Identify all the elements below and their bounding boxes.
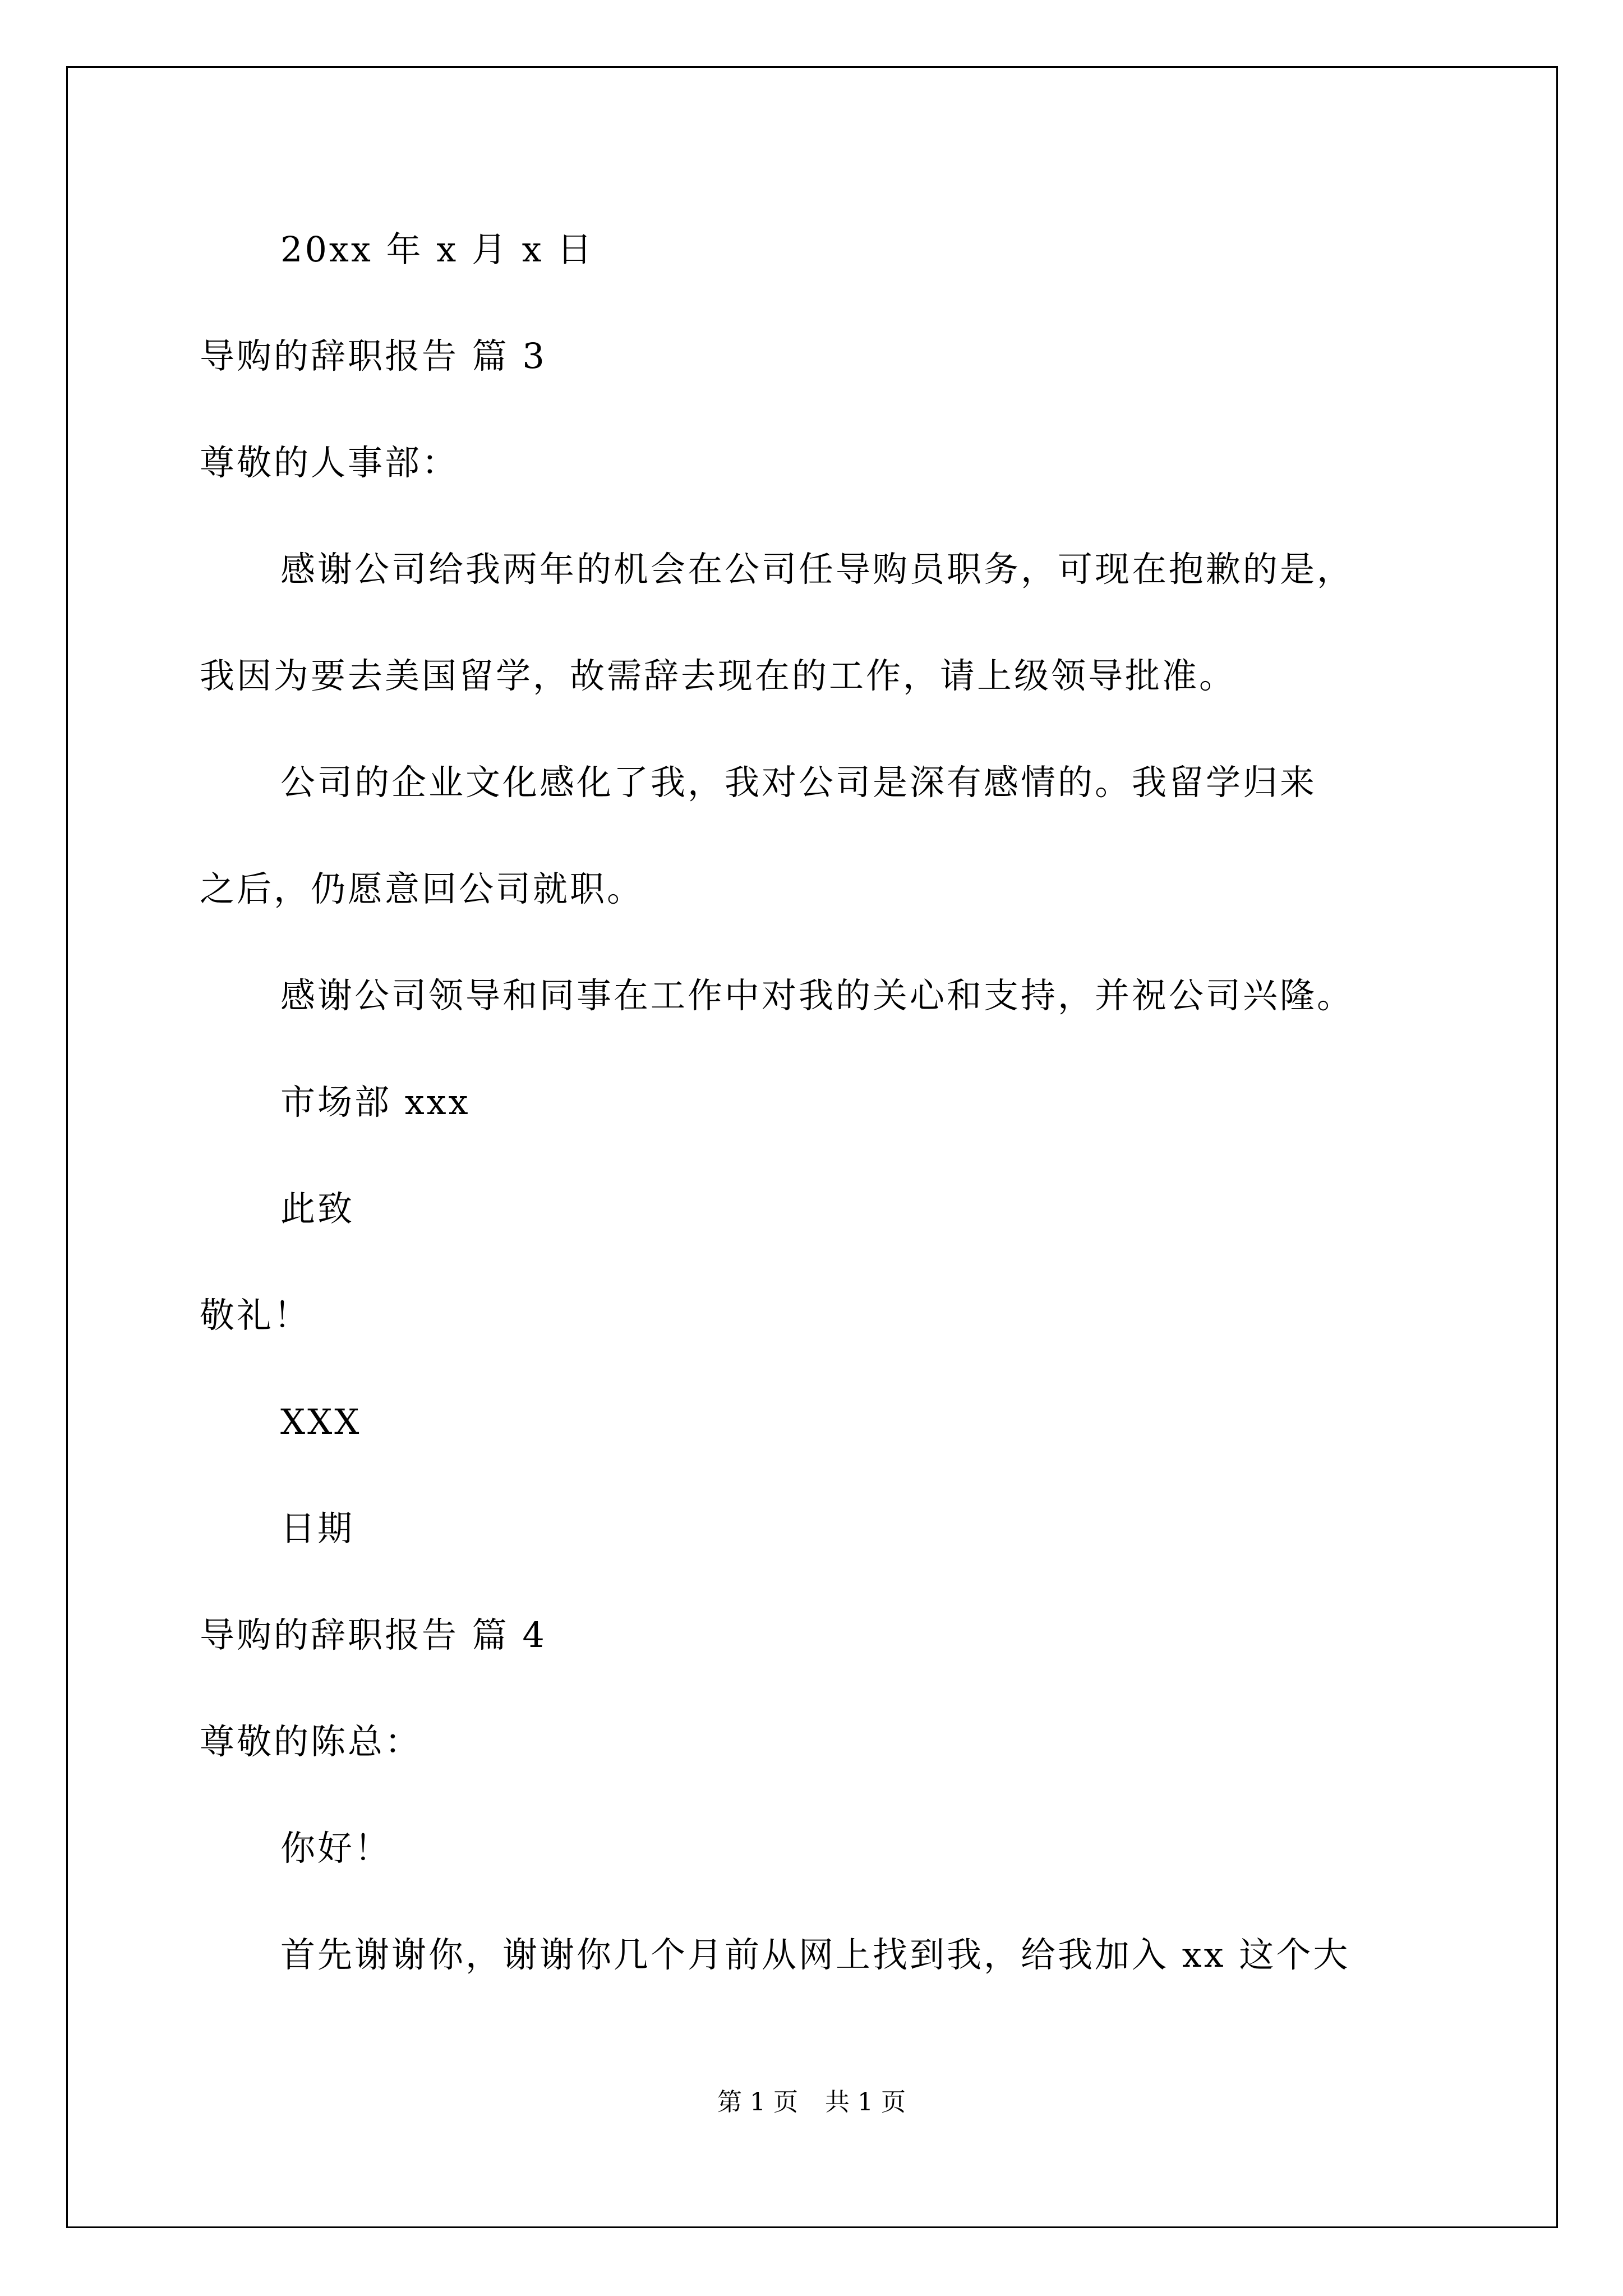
signature-name: XXX <box>280 1401 362 1442</box>
closing-regards: 敬礼！ <box>200 1295 311 1336</box>
paragraph-line: 感谢公司给我两年的机会在公司任导购员职务，可现在抱歉的是， <box>280 549 1354 590</box>
page-number-current: 第 1 页 <box>717 2088 798 2116</box>
paragraph-line: 首先谢谢你，谢谢你几个月前从网上找到我，给我加入 xx 这个大 <box>280 1934 1350 1975</box>
closing-line: 此致 <box>280 1188 355 1229</box>
paragraph-line: 公司的企业文化感化了我，我对公司是深有感情的。我留学归来 <box>280 762 1317 803</box>
greeting-line: 你好！ <box>280 1828 392 1869</box>
page-number-total: 共 1 页 <box>825 2088 906 2116</box>
signature-department: 市场部 xxx <box>280 1082 471 1122</box>
salutation-hr: 尊敬的人事部： <box>200 442 459 483</box>
section-heading-3: 导购的辞职报告 篇 3 <box>200 335 547 376</box>
page-footer <box>0 2086 1623 2119</box>
paragraph-line: 之后，仍愿意回公司就职。 <box>200 868 644 909</box>
paragraph-line: 感谢公司领导和同事在工作中对我的关心和支持，并祝公司兴隆。 <box>280 975 1354 1016</box>
salutation-ceo: 尊敬的陈总： <box>200 1721 422 1762</box>
paragraph-line: 我因为要去美国留学，故需辞去现在的工作，请上级领导批准。 <box>200 655 1237 696</box>
date-line: 20xx 年 x 月 x 日 <box>280 229 594 270</box>
section-heading-4: 导购的辞职报告 篇 4 <box>200 1614 547 1655</box>
signature-date: 日期 <box>280 1508 355 1549</box>
